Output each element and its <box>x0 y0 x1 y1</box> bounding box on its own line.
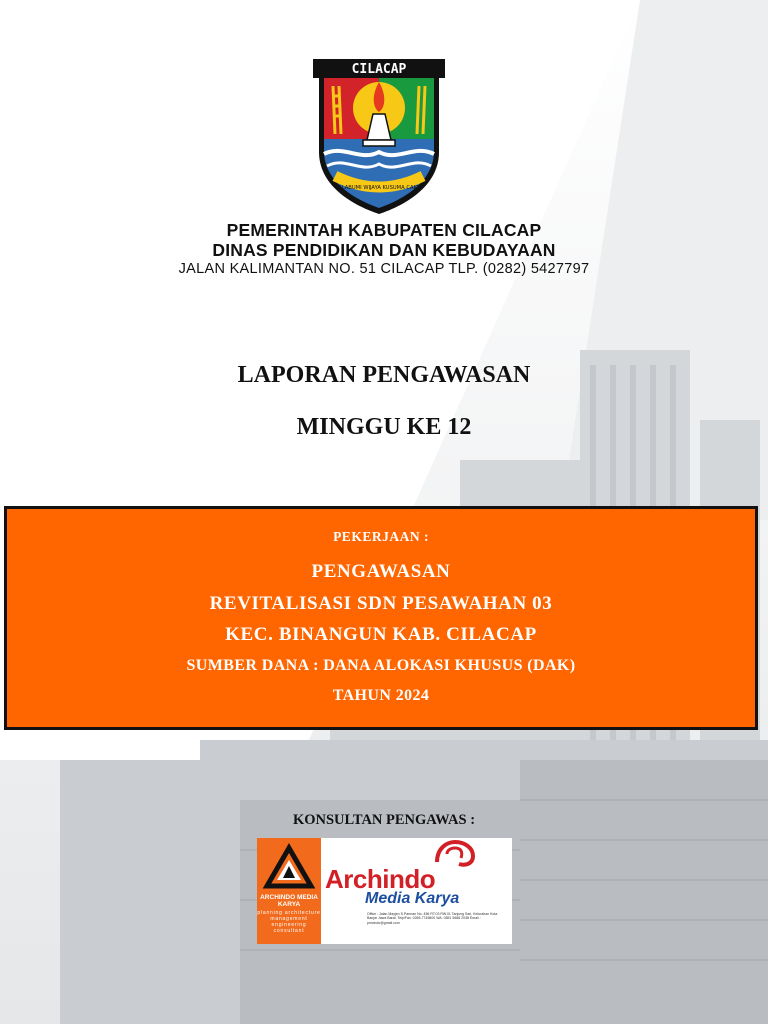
archindo-wordmark-logo <box>321 838 512 944</box>
funding-source: SUMBER DANA : DANA ALOKASI KHUSUS (DAK) <box>186 657 576 674</box>
triangle-emblem-icon <box>257 838 321 894</box>
government-name: PEMERINTAH KABUPATEN CILACAP <box>226 220 542 240</box>
anniversary-badge-icon <box>433 840 477 868</box>
project-box <box>4 506 758 730</box>
project-type: PENGAWASAN <box>311 561 451 582</box>
wordmark-subtitle: Media Karya <box>365 890 460 907</box>
emblem-company-name: ARCHINDO MEDIA KARYA <box>260 894 318 908</box>
crest-banner-text: CILACAP <box>351 62 407 77</box>
government-header <box>0 220 768 278</box>
project-label: PEKERJAAN : <box>333 529 429 544</box>
cilacap-crest-logo <box>313 56 445 216</box>
department-name: DINAS PENDIDIKAN DAN KEBUDAYAAN <box>212 240 556 260</box>
project-location: KEC. BINANGUN KAB. CILACAP <box>225 624 537 645</box>
archindo-emblem-logo <box>257 838 321 944</box>
report-title: LAPORAN PENGAWASAN <box>237 362 531 388</box>
emblem-tagline: planning architecture management engineering consultant <box>257 910 321 934</box>
consultant-label: KONSULTAN PENGAWAS : <box>292 812 476 828</box>
wordmark-contact-text: Office : Jalan Mayjen S.Parman No. 456 RT.03 RW.01 Tanjung Sari, Kelurahan Kota Banjar Jawa Barat. Telp/Fax. 0265-7745800 WA. 0851 5668 2038 Email : pmcindo@gmail.com <box>367 912 498 925</box>
project-year: TAHUN 2024 <box>332 687 430 704</box>
crest-motto: JALABUMI WIJAYA KUSUMA CAKTI <box>336 185 422 191</box>
project-name: REVITALISASI SDN PESAWAHAN 03 <box>209 593 553 614</box>
report-week: MINGGU KE 12 <box>296 414 472 440</box>
department-address: JALAN KALIMANTAN NO. 51 CILACAP TLP. (0282) 5427797 <box>178 261 590 277</box>
wordmark-name: Archindo <box>325 864 436 894</box>
